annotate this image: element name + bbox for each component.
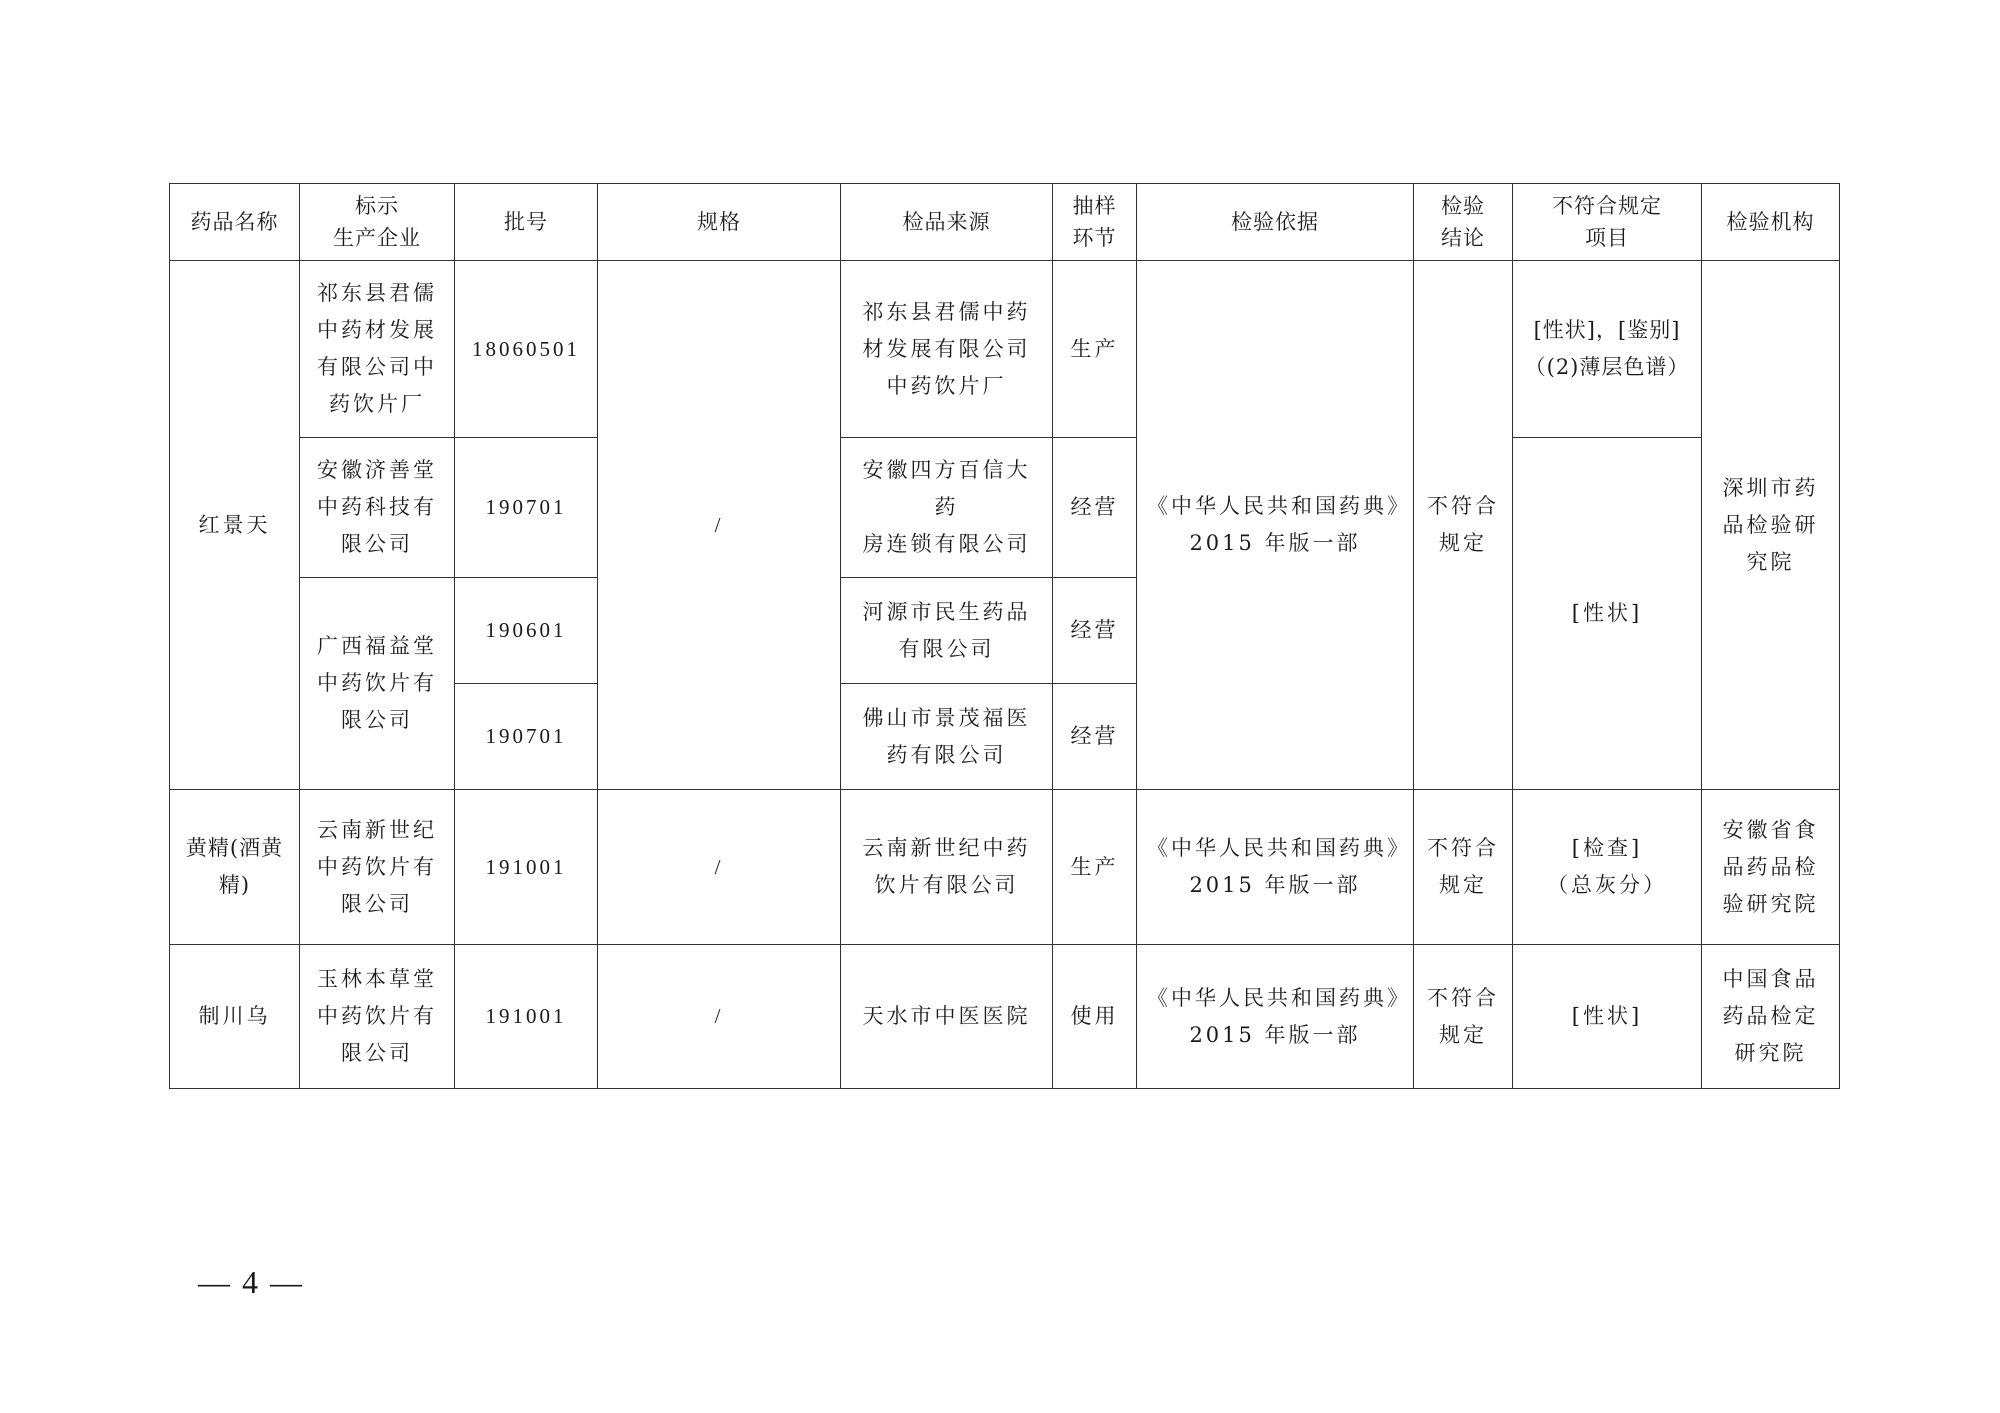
items-cell: [性状] [1513,945,1702,1089]
stage-cell: 生产 [1053,261,1137,438]
source-cell: 河源市民生药品 有限公司 [841,578,1053,684]
header-drug-name: 药品名称 [170,184,300,261]
source-cell: 祁东县君儒中药 材发展有限公司 中药饮片厂 [841,261,1053,438]
spec-cell: / [598,945,841,1089]
basis-cell: 《中华人民共和国药典》 2015 年版一部 [1137,261,1414,790]
batch-cell: 18060501 [455,261,598,438]
source-cell: 佛山市景茂福医 药有限公司 [841,684,1053,790]
header-stage: 抽样 环节 [1053,184,1137,261]
batch-cell: 191001 [455,790,598,945]
drug-name-cell: 黄精(酒黄 精) [170,790,300,945]
stage-cell: 经营 [1053,438,1137,578]
spec-cell: / [598,261,841,790]
header-conclusion: 检验 结论 [1414,184,1513,261]
header-items: 不符合规定 项目 [1513,184,1702,261]
spec-cell: / [598,790,841,945]
header-source: 检品来源 [841,184,1053,261]
table-row [170,261,1840,438]
source-cell: 安徽四方百信大药 房连锁有限公司 [841,438,1053,578]
drug-name-cell: 制川乌 [170,945,300,1089]
batch-cell: 190701 [455,684,598,790]
source-cell: 天水市中医医院 [841,945,1053,1089]
stage-cell: 生产 [1053,790,1137,945]
items-cell: [性状] [1513,438,1702,790]
manufacturer-cell: 广西福益堂 中药饮片有 限公司 [300,578,455,790]
header-spec: 规格 [598,184,841,261]
header-batch: 批号 [455,184,598,261]
basis-cell: 《中华人民共和国药典》 2015 年版一部 [1137,790,1414,945]
header-basis: 检验依据 [1137,184,1414,261]
manufacturer-cell: 玉林本草堂 中药饮片有 限公司 [300,945,455,1089]
table-row [170,790,1840,945]
conclusion-cell: 不符合 规定 [1414,945,1513,1089]
manufacturer-cell: 安徽济善堂 中药科技有 限公司 [300,438,455,578]
institution-cell: 中国食品 药品检定 研究院 [1702,945,1840,1089]
batch-cell: 190601 [455,578,598,684]
conclusion-cell: 不符合 规定 [1414,261,1513,790]
batch-cell: 190701 [455,438,598,578]
header-institution: 检验机构 [1702,184,1840,261]
stage-cell: 经营 [1053,684,1137,790]
stage-cell: 使用 [1053,945,1137,1089]
items-cell: [检查] （总灰分） [1513,790,1702,945]
source-cell: 云南新世纪中药 饮片有限公司 [841,790,1053,945]
institution-cell: 安徽省食 品药品检 验研究院 [1702,790,1840,945]
table-row [170,945,1840,1089]
inspection-results-table [169,183,1840,1089]
table-row [170,438,1840,578]
header-manufacturer: 标示 生产企业 [300,184,455,261]
basis-cell: 《中华人民共和国药典》 2015 年版一部 [1137,945,1414,1089]
page-number: — 4 — [198,1264,304,1300]
stage-cell: 经营 [1053,578,1137,684]
manufacturer-cell: 祁东县君儒 中药材发展 有限公司中 药饮片厂 [300,261,455,438]
items-cell: [性状]，[鉴别] （(2)薄层色谱） [1513,261,1702,438]
institution-cell: 深圳市药 品检验研 究院 [1702,261,1840,790]
header-row [170,184,1840,261]
batch-cell: 191001 [455,945,598,1089]
conclusion-cell: 不符合 规定 [1414,790,1513,945]
drug-name-cell: 红景天 [170,261,300,790]
manufacturer-cell: 云南新世纪 中药饮片有 限公司 [300,790,455,945]
